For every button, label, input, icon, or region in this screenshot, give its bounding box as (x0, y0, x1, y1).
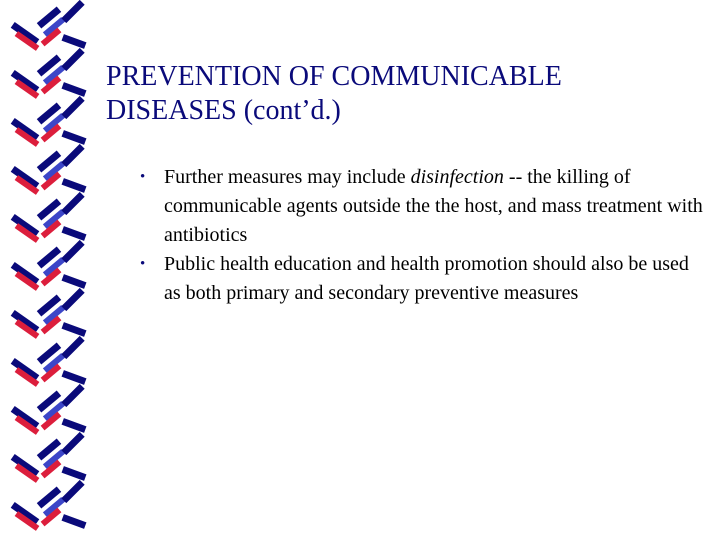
pinwheel-strip (61, 480, 84, 503)
bullet-item (140, 163, 704, 250)
slide-title (106, 60, 706, 128)
title-line-2: DISEASES (cont’d.) (106, 95, 341, 126)
pinwheel-strip (62, 82, 87, 97)
pinwheel-strip (62, 418, 87, 433)
pinwheel-strip (62, 322, 87, 337)
bullet-text-pre: Public health education and health promotion should also be used as both primary and secondary preventive measures (164, 253, 689, 304)
pinwheel-strip (61, 288, 84, 311)
bullet-text (164, 253, 689, 304)
bullet-item (140, 250, 704, 308)
pinwheel-strip (62, 466, 87, 481)
pinwheel-strip (62, 274, 87, 289)
pinwheel-strip (61, 0, 84, 23)
bullet-list (140, 163, 704, 308)
bullet-emphasis: disinfection (410, 166, 504, 188)
bullet-text-post: -- the killing of communicable agents outside the the host, and mass treatment with antibiotics (164, 166, 703, 246)
pinwheel-strip (62, 514, 87, 529)
pinwheel-strip (62, 130, 87, 145)
pinwheel-strip (61, 384, 84, 407)
bullet-text-pre: Further measures may include (164, 166, 411, 188)
pinwheel-strip (62, 226, 87, 241)
pinwheel-strip (61, 432, 84, 455)
pinwheel-strip (61, 144, 84, 167)
pinwheel-strip (61, 192, 84, 215)
title-line-1: PREVENTION OF COMMUNICABLE (106, 61, 562, 92)
pinwheel-strip (61, 336, 84, 359)
pinwheel-strip (62, 34, 87, 49)
bullet-text (164, 166, 703, 246)
bullet-dot-icon: • (140, 256, 146, 272)
pinwheel-strip (62, 178, 87, 193)
pinwheel-strip (61, 240, 84, 263)
bullet-dot-icon: • (140, 169, 146, 185)
pinwheel-strip (61, 48, 84, 71)
pinwheel-border-decoration (0, 0, 100, 540)
pinwheel-strip (62, 370, 87, 385)
pinwheel-strip (61, 96, 84, 119)
